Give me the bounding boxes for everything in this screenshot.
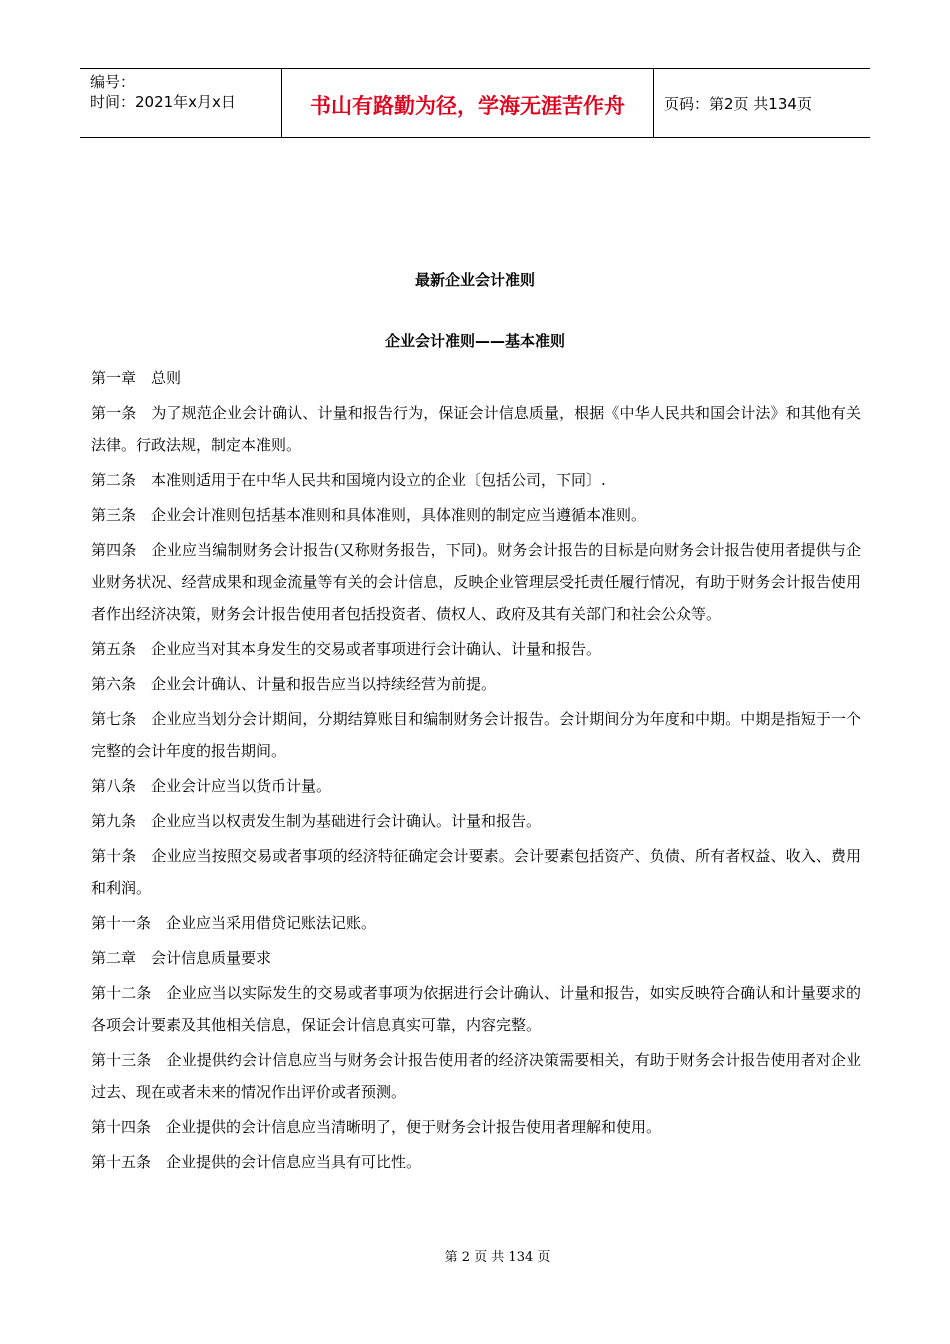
- article-paragraph: 第十二条 企业应当以实际发生的交易或者事项为依据进行会计确认、计量和报告，如实反映符合确认和计量要求的各项会计要素及其他相关信息，保证会计信息真实可靠，内容完整。: [91, 984, 861, 1034]
- header-meta: [80, 69, 282, 137]
- article-paragraph: 第十五条 企业提供的会计信息应当具有可比性。: [91, 1153, 422, 1171]
- time-label: 时间：2021年x月x日: [90, 93, 236, 111]
- article-paragraph: 第六条 企业会计确认、计量和报告应当以持续经营为前提。: [91, 675, 497, 693]
- chapter-heading: 第一章 总则: [91, 369, 182, 387]
- article-paragraph: 第三条 企业会计准则包括基本准则和具体准则，具体准则的制定应当遵循本准则。: [91, 506, 647, 524]
- article-paragraph: 第五条 企业应当对其本身发生的交易或者事项进行会计确认、计量和报告。: [91, 640, 602, 658]
- article-paragraph: 第十一条 企业应当采用借贷记账法记账。: [91, 914, 377, 932]
- page-header: [80, 68, 870, 138]
- chapter-heading: 第二章 会计信息质量要求: [91, 949, 272, 967]
- header-page-info: 页码：第2页 共134页: [664, 94, 812, 113]
- page-footer: 第 2 页 共 134 页: [444, 1250, 551, 1265]
- article-paragraph: 第一条 为了规范企业会计确认、计量和报告行为，保证会计信息质量，根据《中华人民共和国会计法》和其他有关法律。行政法规，制定本准则。: [91, 404, 861, 454]
- article-paragraph: 第十四条 企业提供的会计信息应当清晰明了，便于财务会计报告使用者理解和使用。: [91, 1118, 662, 1136]
- document-subtitle: 企业会计准则——基本准则: [384, 332, 565, 350]
- document-title: 最新企业会计准则: [414, 271, 535, 289]
- article-paragraph: 第七条 企业应当划分会计期间，分期结算账目和编制财务会计报告。会计期间分为年度和中期。中期是指短于一个完整的会计年度的报告期间。: [91, 710, 861, 760]
- article-paragraph: 第十条 企业应当按照交易或者事项的经济特征确定会计要素。会计要素包括资产、负债、所有者权益、收入、费用和利润。: [91, 847, 861, 897]
- article-paragraph: 第八条 企业会计应当以货币计量。: [91, 777, 332, 795]
- header-motto: 书山有路勤为径，学海无涯苦作舟: [282, 69, 654, 137]
- article-paragraph: 第四条 企业应当编制财务会计报告(又称财务报告，下同)。财务会计报告的目标是向财务会计报告使用者提供与企业财务状况、经营成果和现金流量等有关的会计信息，反映企业管理层受托责任履行情况，有助于财务会计报告使用者作出经济决策，财务会计报告使用者包括投资者、债权人、政府及其有关部门和社会公众等。: [91, 541, 861, 623]
- article-paragraph: 第十三条 企业提供约会计信息应当与财务会计报告使用者的经济决策需要相关，有助于财务会计报告使用者对企业过去、现在或者未来的情况作出评价或者预测。: [91, 1051, 861, 1101]
- article-paragraph: 第二条 本准则适用于在中华人民共和国境内设立的企业〔包括公司，下同〕.: [91, 471, 606, 489]
- document-body: [91, 362, 861, 1181]
- number-label: 编号：: [90, 73, 136, 91]
- article-paragraph: 第九条 企业应当以权责发生制为基础进行会计确认。计量和报告。: [91, 812, 542, 830]
